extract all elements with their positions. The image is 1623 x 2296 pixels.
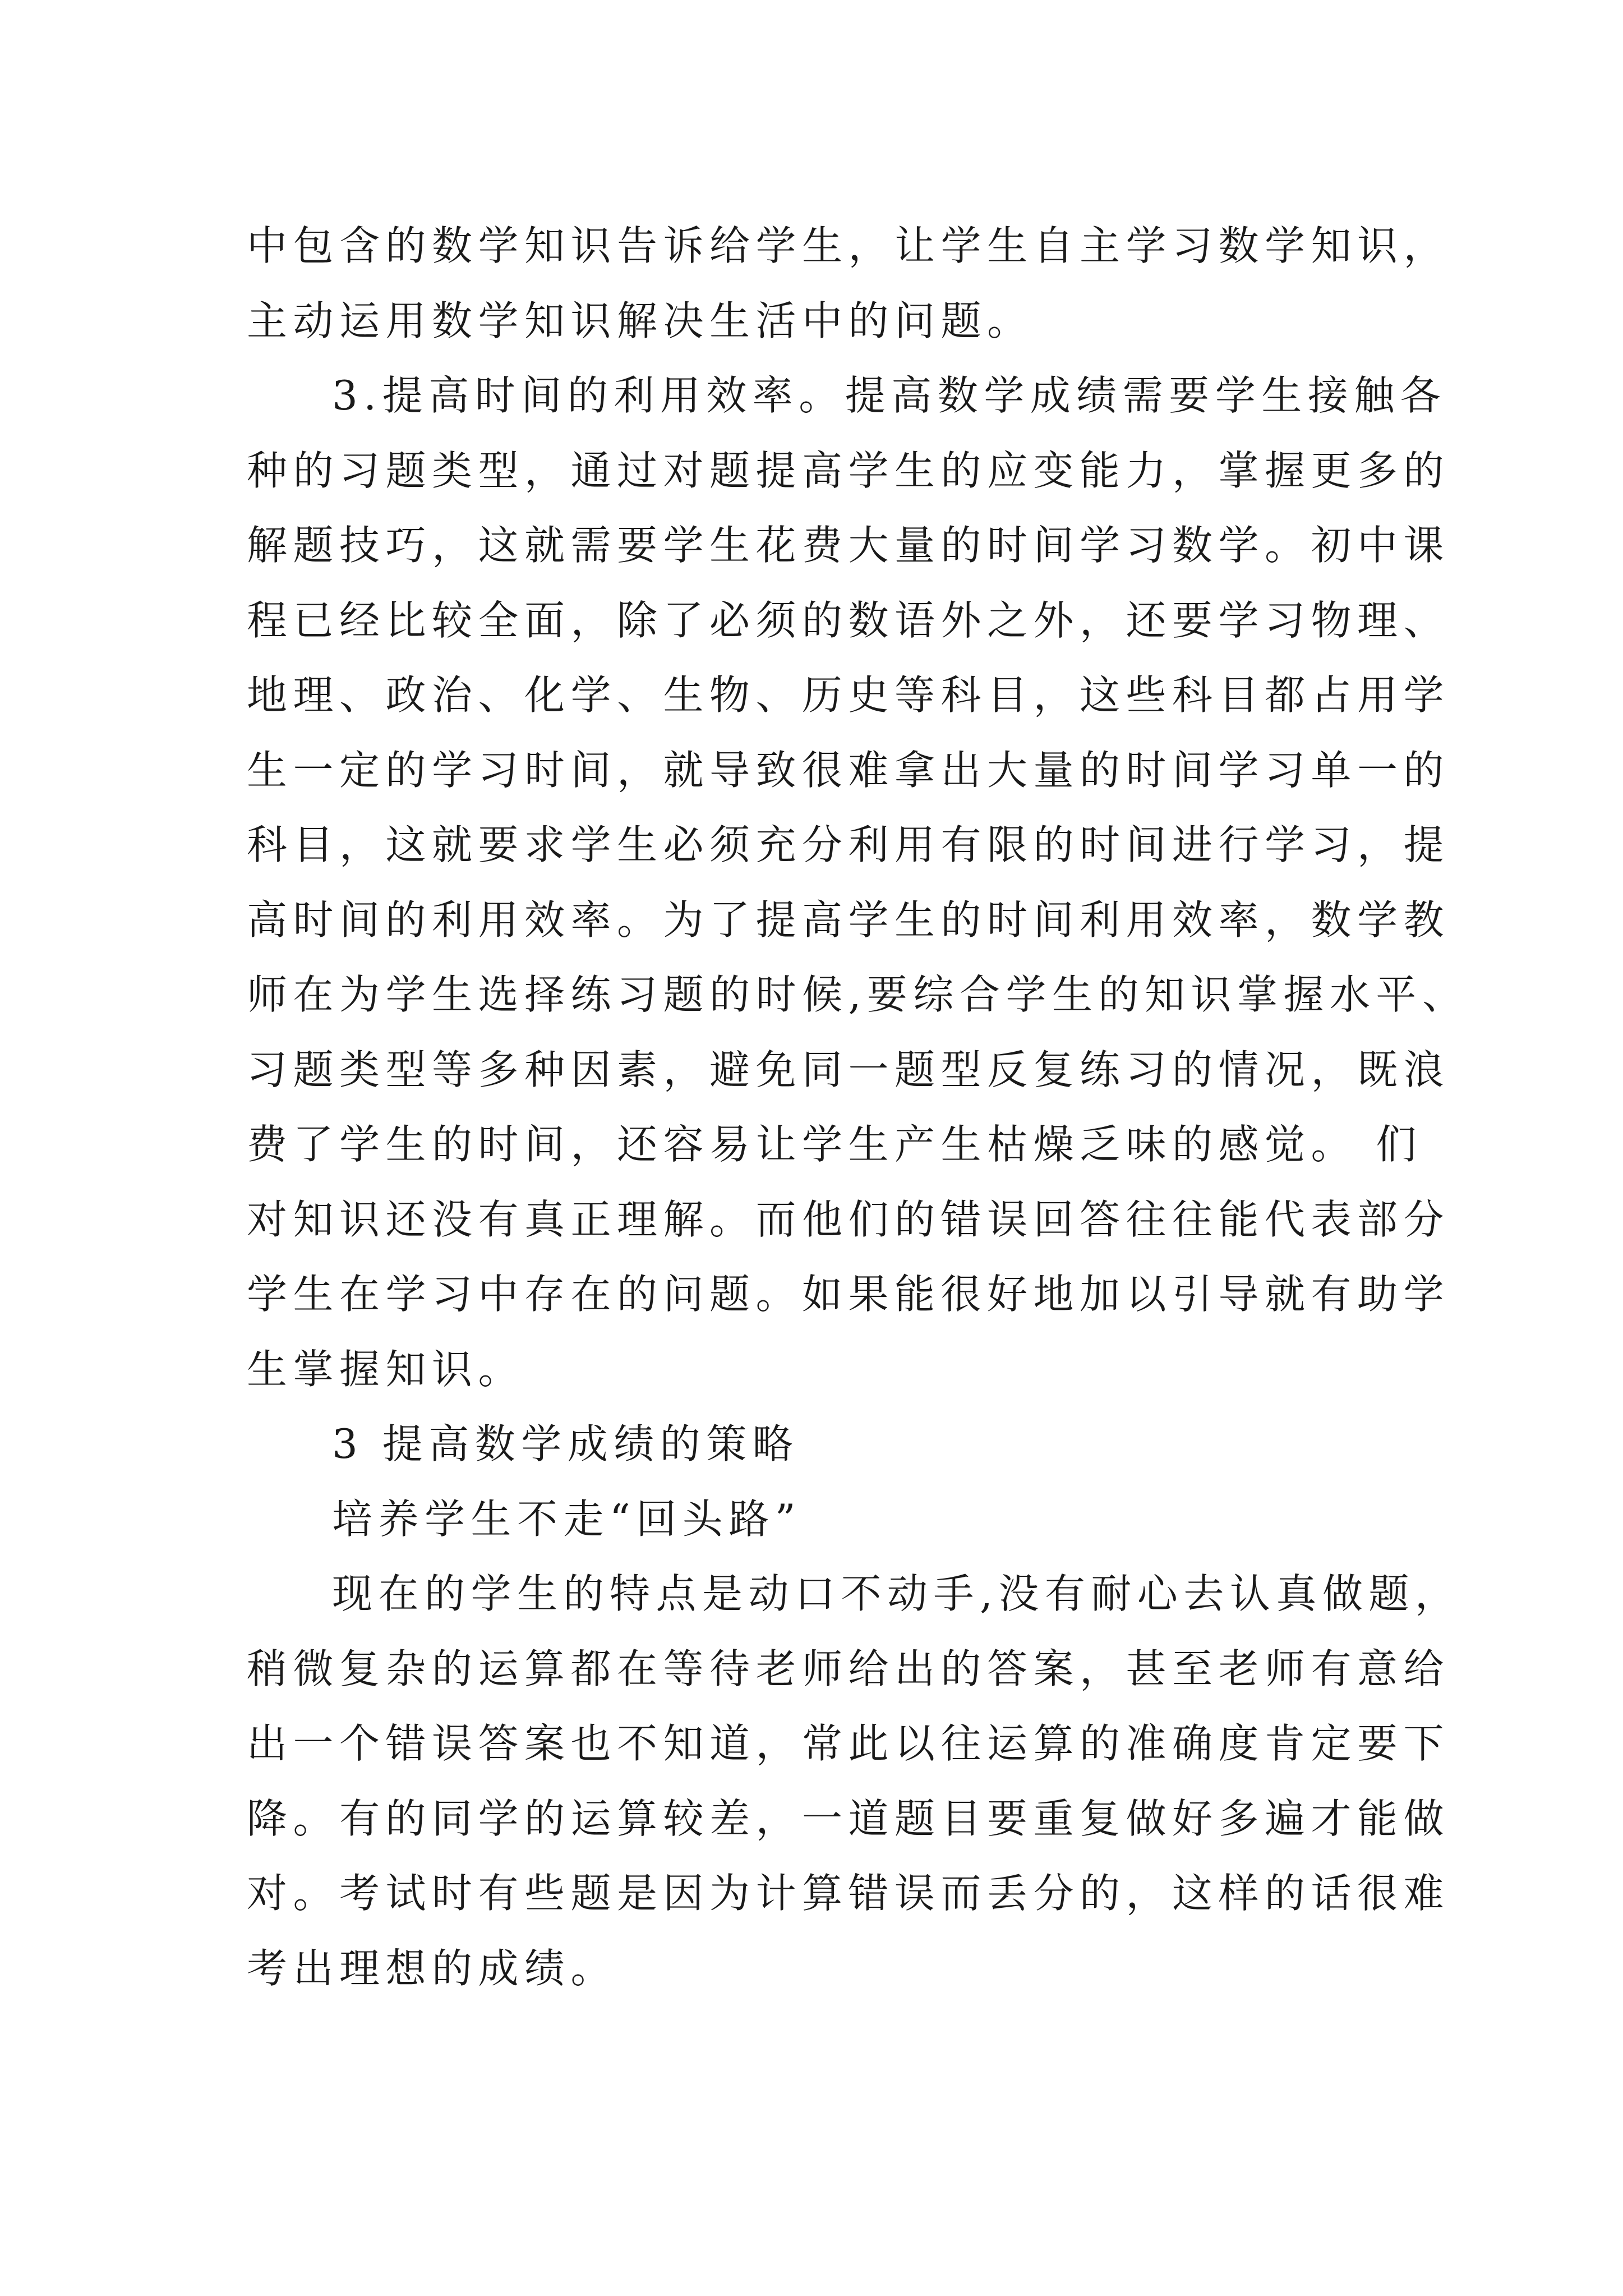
- text-line: 生一定的学习时间，就导致很难拿出大量的时间学习单一的: [247, 746, 1450, 794]
- text-line: 地理、政治、化学、生物、历史等科目，这些科目都占用学: [247, 671, 1450, 719]
- text-line: 现在的学生的特点是动口不动手,没有耐心去认真做题，: [332, 1570, 1461, 1617]
- text-line: 费了学生的时间，还容易让学生产生枯燥乏味的感觉。 们: [247, 1121, 1422, 1168]
- text-line: 种的习题类型，通过对题提高学生的应变能力，掌握更多的: [247, 447, 1450, 494]
- text-line: 3.提高时间的利用效率。提高数学成绩需要学生接触各: [332, 372, 1447, 419]
- text-line: 降。有的同学的运算较差，一道题目要重复做好多遍才能做: [247, 1795, 1450, 1842]
- text-line: 学生在学习中存在的问题。如果能很好地加以引导就有助学: [247, 1271, 1450, 1318]
- text-line: 对。考试时有些题是因为计算错误而丢分的，这样的话很难: [247, 1870, 1450, 1917]
- text-line: 考出理想的成绩。: [247, 1944, 617, 1992]
- text-line: 生掌握知识。: [247, 1345, 525, 1393]
- text-line: 科目，这就要求学生必须充分利用有限的时间进行学习，提: [247, 821, 1450, 868]
- text-line: 师在为学生选择练习题的时候,要综合学生的知识掌握水平、: [247, 971, 1469, 1018]
- text-line: 主动运用数学知识解决生活中的问题。: [247, 297, 1034, 344]
- text-line: 解题技巧，这就需要学生花费大量的时间学习数学。初中课: [247, 522, 1450, 569]
- text-line: 习题类型等多种因素，避免同一题型反复练习的情况，既浪: [247, 1046, 1450, 1093]
- text-line: 出一个错误答案也不知道，常此以往运算的准确度肯定要下: [247, 1720, 1450, 1767]
- text-line: 中包含的数学知识告诉给学生，让学生自主学习数学知识，: [247, 222, 1450, 269]
- text-line: 对知识还没有真正理解。而他们的错误回答往往能代表部分: [247, 1195, 1450, 1243]
- text-line: 程已经比较全面，除了必须的数语外之外，还要学习物理、: [247, 596, 1450, 644]
- document-body: [247, 209, 1469, 2006]
- text-line: 稍微复杂的运算都在等待老师给出的答案，甚至老师有意给: [247, 1645, 1450, 1692]
- text-line: 高时间的利用效率。为了提高学生的时间利用效率，数学教: [247, 896, 1450, 944]
- text-line: 3 提高数学成绩的策略: [332, 1420, 799, 1467]
- text-line: 培养学生不走“回头路”: [332, 1495, 802, 1543]
